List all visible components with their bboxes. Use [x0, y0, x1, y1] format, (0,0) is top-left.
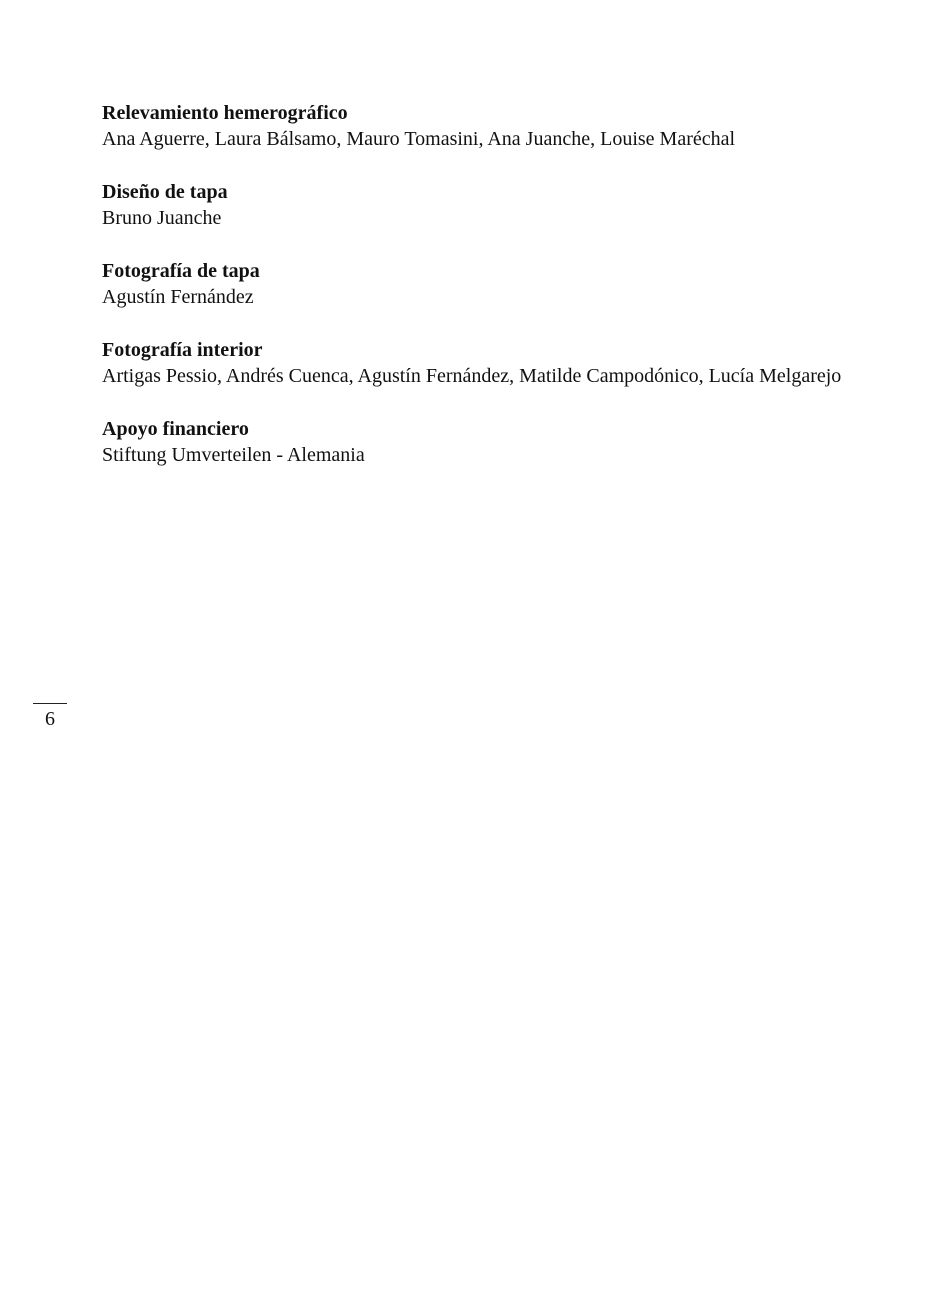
page-number-footer: [33, 703, 67, 731]
credit-block-press-survey: [102, 100, 850, 152]
page-number: 6: [45, 708, 55, 730]
credit-names: Stiftung Umverteilen - Alemania: [102, 444, 365, 466]
page-number-rule: [33, 703, 67, 704]
credit-names: Ana Aguerre, Laura Bálsamo, Mauro Tomasini, Ana Juanche, Louise Maréchal: [102, 128, 736, 150]
credit-heading: Relevamiento hemerográfico: [102, 102, 348, 124]
credit-block-financial-support: [102, 416, 850, 468]
credit-names: Artigas Pessio, Andrés Cuenca, Agustín Fernández, Matilde Campodónico, Lucía Melgarejo: [102, 365, 842, 387]
credit-names: Agustín Fernández: [102, 286, 254, 308]
credit-names: Bruno Juanche: [102, 207, 222, 229]
credit-block-cover-design: [102, 179, 850, 231]
credit-block-cover-photo: [102, 258, 850, 310]
credit-heading: Fotografía interior: [102, 339, 263, 361]
credits-section: [102, 100, 850, 495]
credit-block-interior-photo: [102, 337, 850, 389]
credit-heading: Diseño de tapa: [102, 181, 228, 203]
credit-heading: Fotografía de tapa: [102, 260, 260, 282]
credit-heading: Apoyo financiero: [102, 418, 249, 440]
